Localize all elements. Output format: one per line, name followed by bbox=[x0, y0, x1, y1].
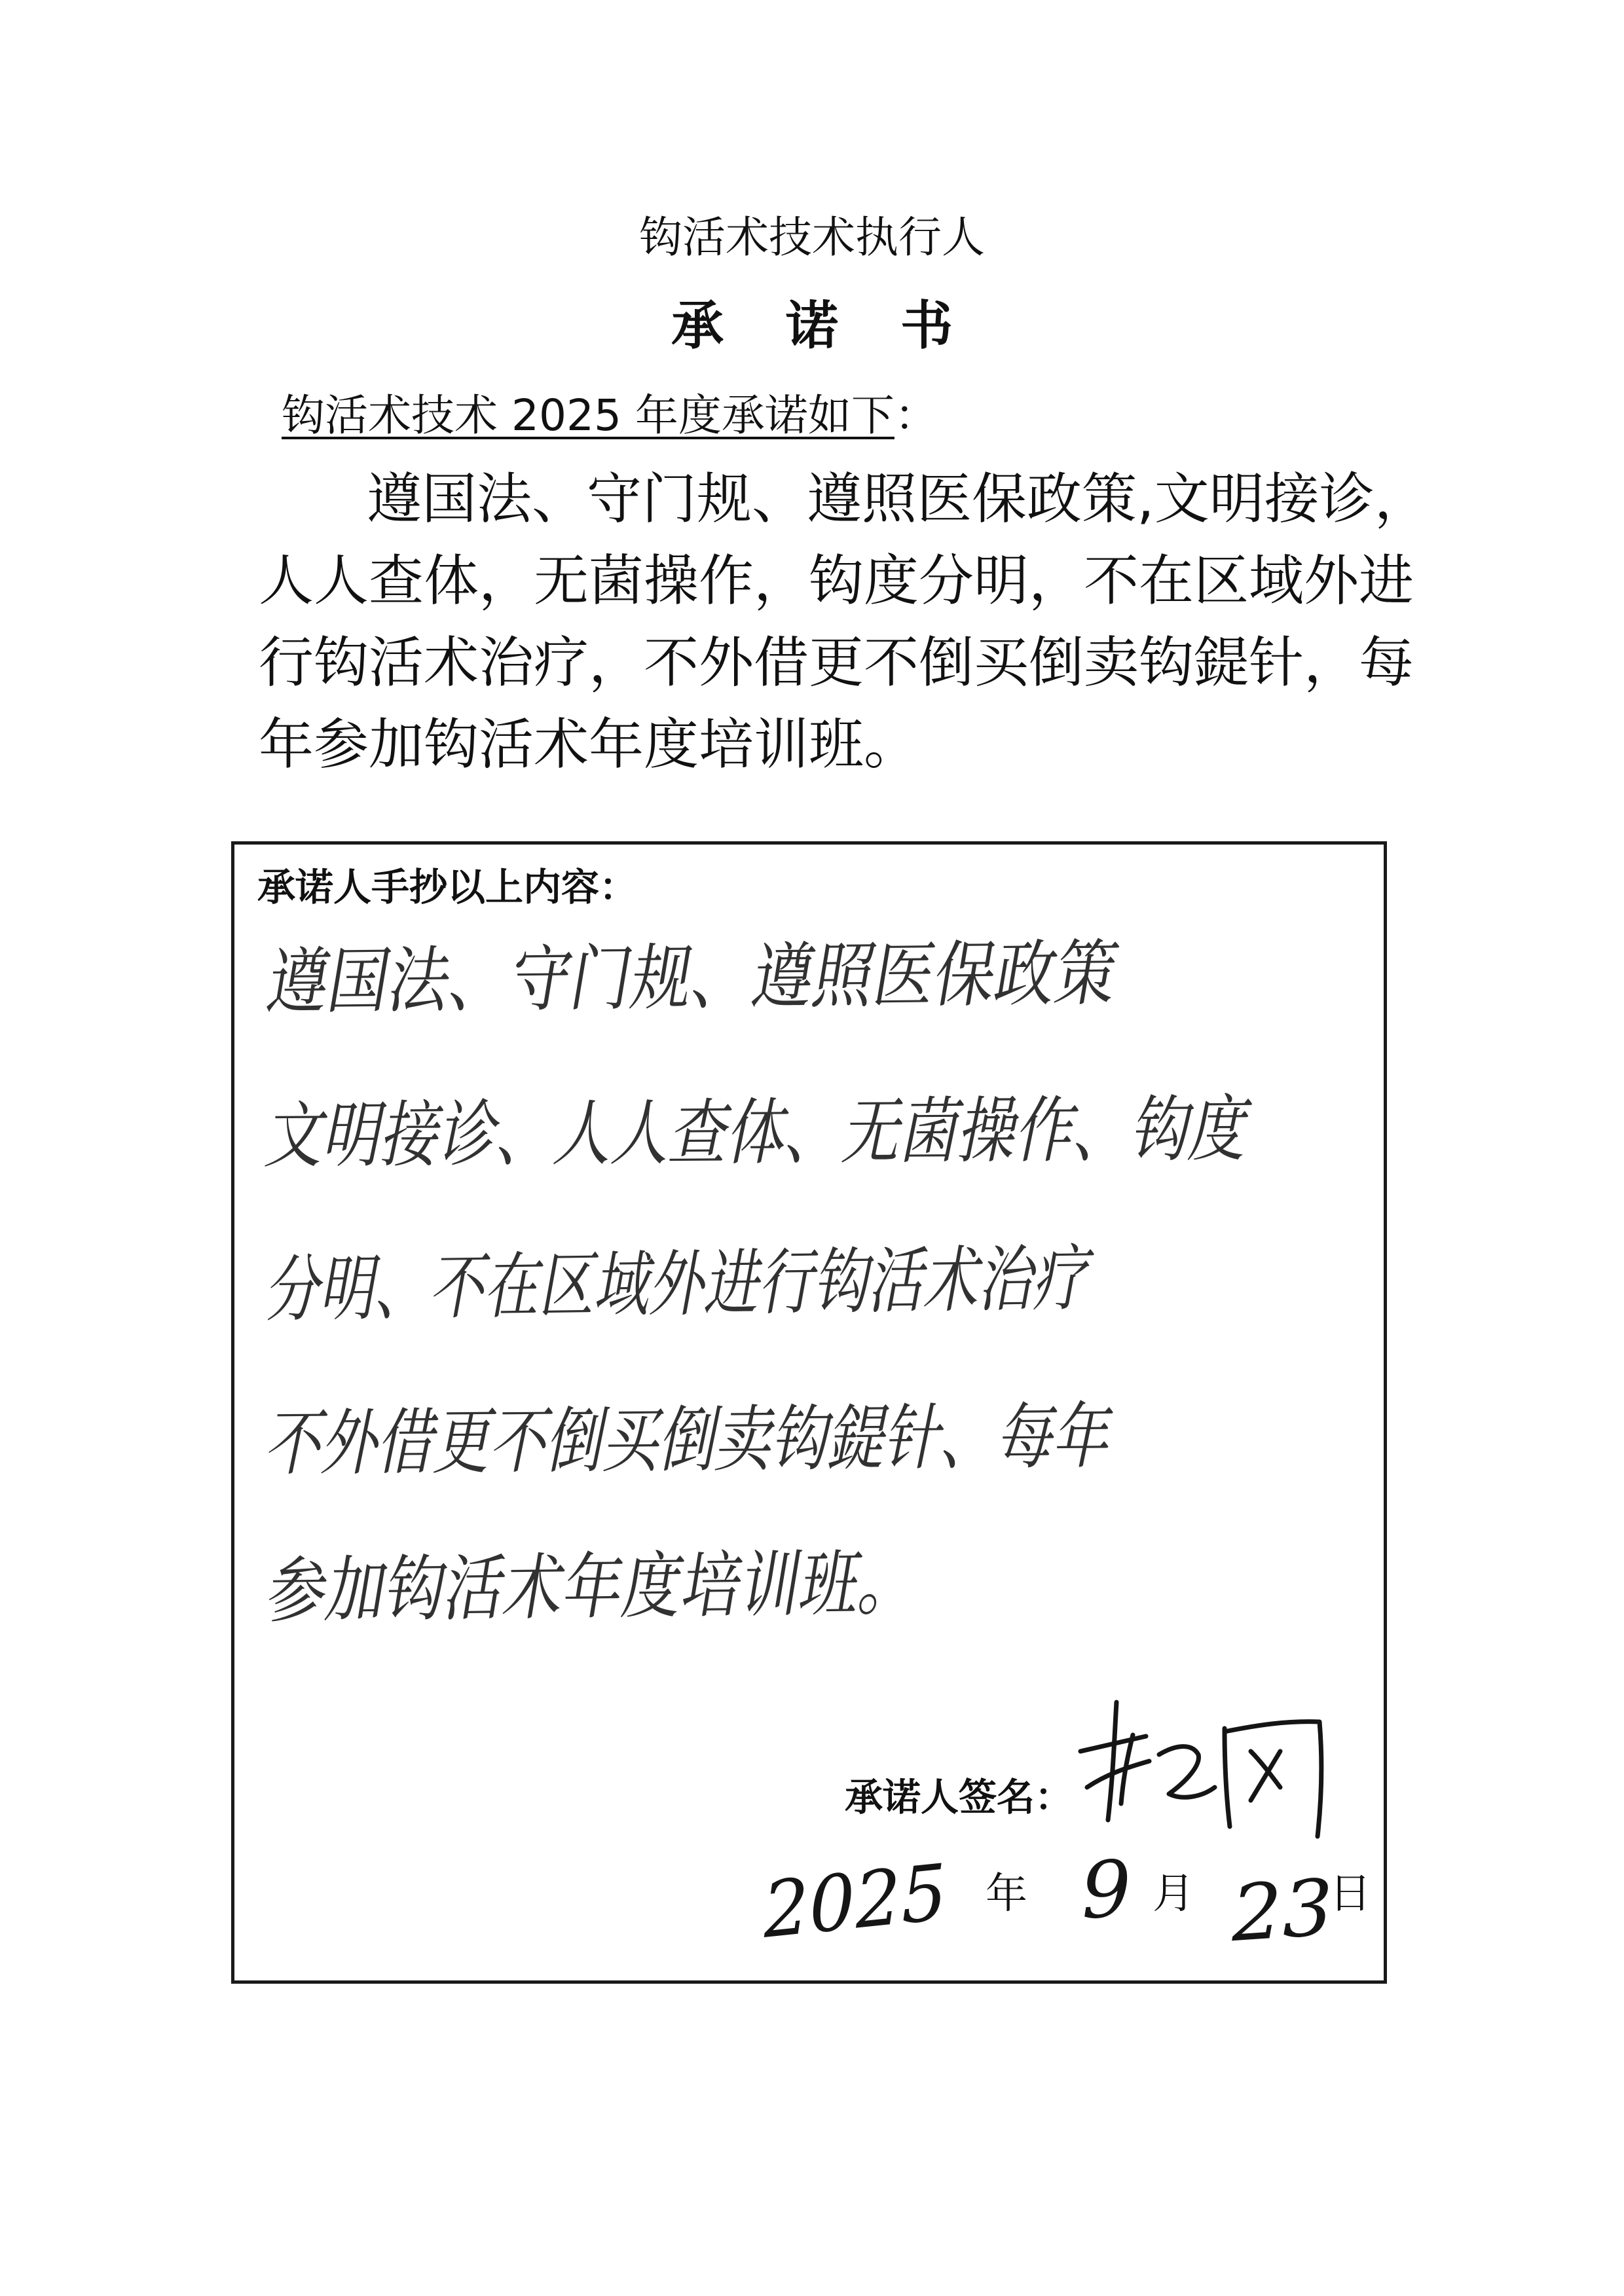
date-day-handwritten: 23 bbox=[1223, 1862, 1341, 1960]
pledge-line-4: 年参加钩活术年度培训班。 bbox=[259, 712, 919, 776]
intro-subheading-text: 钩活术技术 2025 年度承诺如下 bbox=[282, 390, 895, 441]
pledge-line-2: 人人查体，无菌操作，钩度分明，不在区域外进 bbox=[259, 549, 1414, 613]
copy-box-label: 承诺人手抄以上内容： bbox=[257, 865, 638, 909]
document-title-line2: 承诺书 bbox=[671, 295, 1015, 356]
handwritten-copy-area bbox=[259, 931, 1375, 1689]
date-year-handwritten: 2025 bbox=[756, 1847, 953, 1957]
handwritten-line-2: 文明接诊、人人查体、无菌操作、钩度 bbox=[259, 1087, 1259, 1178]
signature-label: 承诺人签名： bbox=[845, 1775, 1073, 1819]
date-month-handwritten: 9 bbox=[1073, 1844, 1139, 1937]
handwritten-line-5: 参加钩活术年度培训班。 bbox=[261, 1540, 927, 1633]
document-title-line1: 钩活术技术执行人 bbox=[639, 212, 985, 263]
handwritten-line-1: 遵国法、守门规、遵照医保政策 bbox=[261, 931, 1124, 1024]
intro-subheading bbox=[282, 386, 938, 445]
date-month-label: 月 bbox=[1153, 1870, 1194, 1918]
handwritten-line-3: 分明、不在区域外进行钩活术治疗 bbox=[261, 1236, 1099, 1332]
date-day-label: 日 bbox=[1329, 1870, 1371, 1918]
pledge-line-1: 遵国法、守门规、遵照医保政策,文明接诊， bbox=[367, 467, 1430, 531]
pledge-body bbox=[259, 458, 1430, 786]
date-year-label: 年 bbox=[986, 1870, 1027, 1918]
pledge-line-3: 行钩活术治疗，不外借更不倒买倒卖钩鍉针，每 bbox=[259, 630, 1414, 695]
handwritten-signature-icon bbox=[1061, 1689, 1349, 1846]
intro-colon: ： bbox=[894, 390, 938, 441]
handwritten-line-4: 不外借更不倒买倒卖钩鍉针、每年 bbox=[259, 1394, 1122, 1485]
